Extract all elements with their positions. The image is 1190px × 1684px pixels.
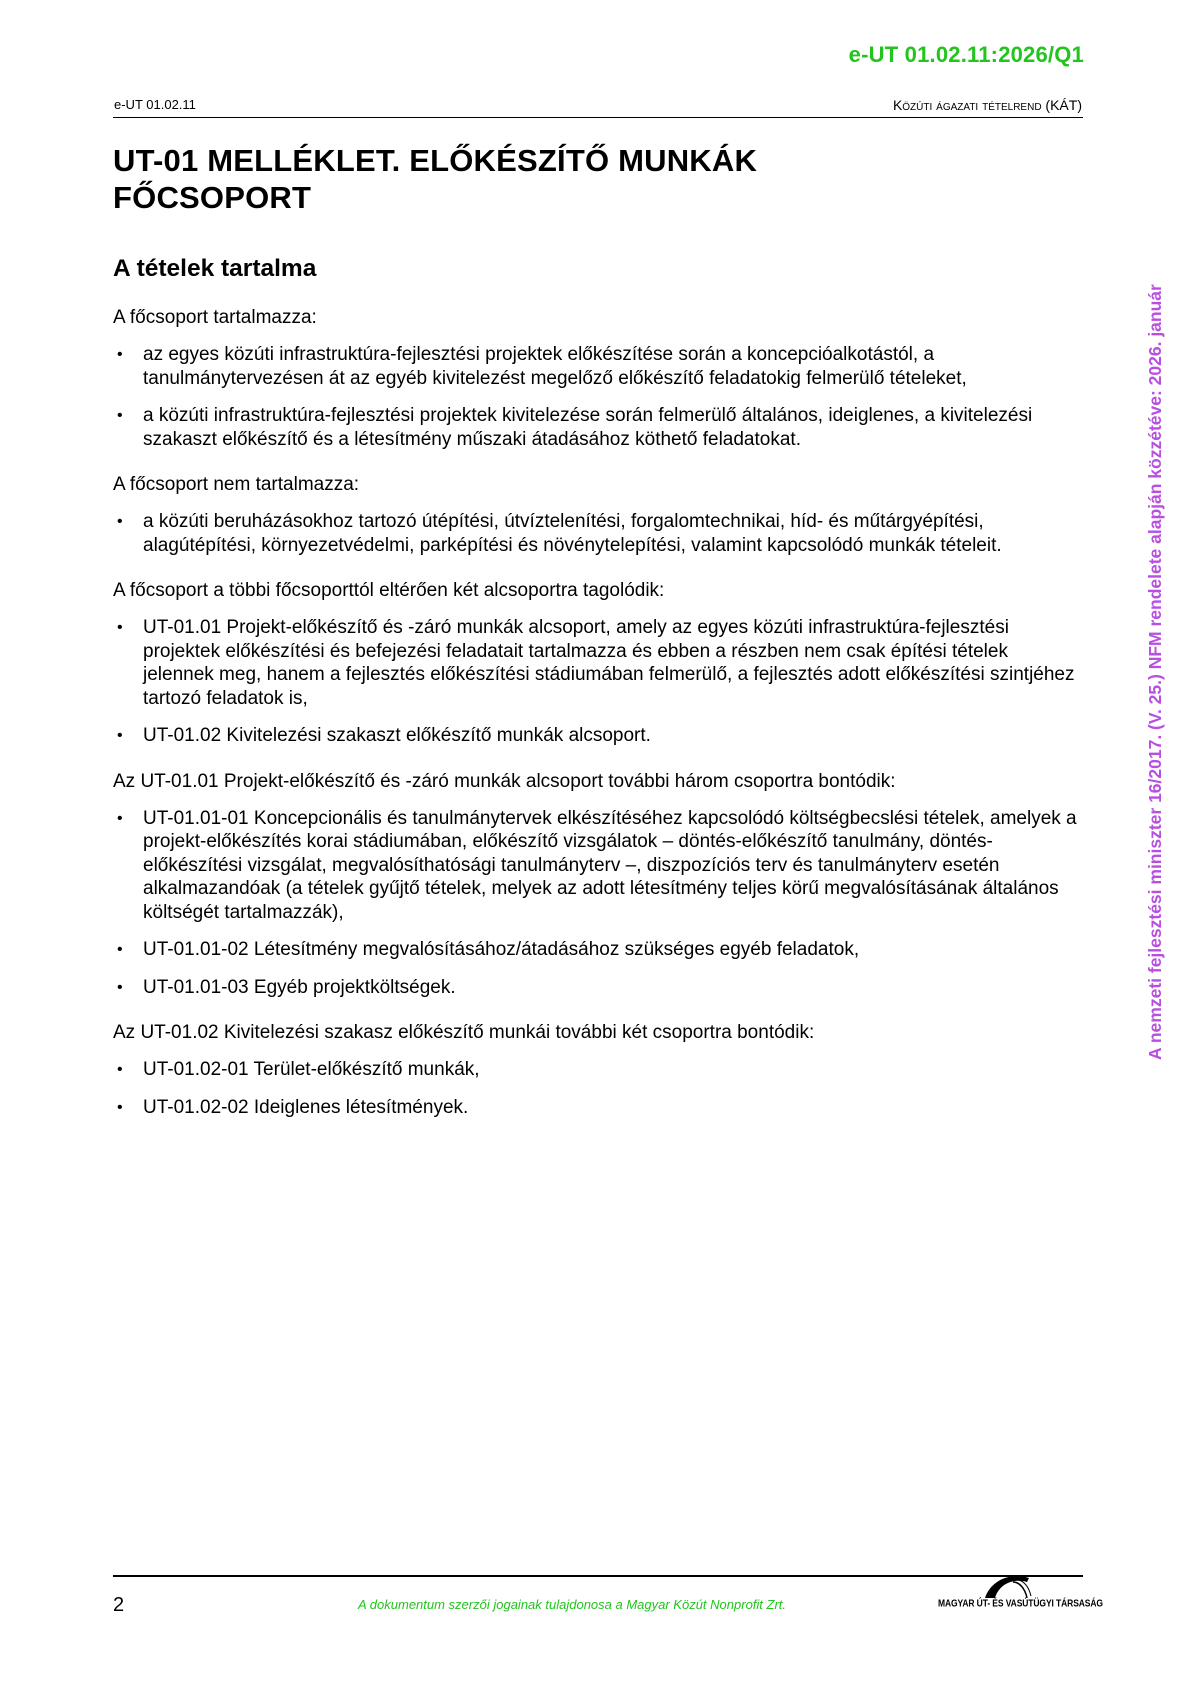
block-intro: A főcsoport tartalmazza: [113,307,317,328]
logo-text: MAGYAR ÚT- ÉS VASÚTÜGYI TÁRSASÁG [938,1597,1103,1609]
bullet-list [113,1058,1083,1119]
section-heading: A tételek tartalma [113,255,317,282]
list-item: • UT-01.01-02 Létesítmény megvalósításához/átadásához szükséges egyéb feladatok, [117,939,860,960]
list-item: • a közúti beruházásokhoz tartozó útépítési, útvíztelenítési, forgalomtechnikai, híd- és műtárgyépítési, alagútépítési, környezetvédelmi, parképítési és növénytelepítési, valamint kapcsolódó munkák tételeit. [117,511,1002,556]
page-title-line2: FŐCSOPORT [113,180,312,215]
document-code: e-UT 01.02.11:2026/Q1 [848,42,1084,67]
block-intro: A főcsoport nem tartalmazza: [113,474,360,495]
list-item: • UT-01.01-03 Egyéb projektköltségek. [117,976,456,998]
block-intro: Az UT-01.01 Projekt-előkészítő és -záró munkák alcsoport további három csoportra bontódik: [113,770,896,792]
running-header [113,96,1083,118]
bullet-icon: • [117,727,123,744]
list-item: • a közúti infrastruktúra-fejlesztési projektek kivitelezése során felmerülő általános, ideiglenes, a kivitelezési szakaszt előkészítő és a létesítmény műszaki átadásához köthető feladatokat. [117,405,1033,450]
bullet-icon: • [117,978,123,996]
bullet-icon: • [117,346,123,363]
page-title [113,142,1083,216]
bullet-list [113,343,1083,451]
bullet-list [113,510,1083,557]
block-intro: Az UT-01.02 Kivitelezési szakasz előkészítő munkái további két csoportra bontódik: [113,1022,815,1043]
list-item: • az egyes közúti infrastruktúra-fejlesztési projektek előkészítése során a koncepcióalkotástól, a tanulmánytervezésen át az egyéb kivitelezést megelőző előkészítő feladatokig felmerülő tételeket, [117,344,967,389]
bullet-icon: • [117,513,123,530]
list-item: • UT-01.01 Projekt-előkészítő és -záró munkák alcsoport, amely az egyes közúti infrastruktúra-fejlesztési projektek előkészítési és befejezési feladatait tartalmazza és ebben a részben nem csak építési tételek jelennek meg, hanem a fejlesztés előkészítési stádiumában felmerülő, a fejlesztés adott előkészítési szintjéhez tartozó feladatok is, [117,617,1075,709]
running-header-left: e-UT 01.02.11 [114,97,196,112]
list-item: • UT-01.01-01 Koncepcionális és tanulmánytervek elkészítéséhez kapcsolódó költségbecslési tételek, amelyek a projekt-előkészítés korai stádiumában, előkészítő vizsgálatok – döntés-előkészítő tanulmány, döntés-előkészítési vizsgálat, megvalósíthatósági tanulmányterv –, diszpozíciós terv és tanulmányterv esetén alkalmazandóak (a tételek gyűjtő tételek, melyek az adott létesítmény teljes körű megvalósításának általános költségét tartalmazzák), [117,807,1077,923]
running-header-right: Közúti ágazati tételrend (KÁT) [892,97,1082,113]
footer-copyright: A dokumentum szerzői jogainak tulajdonosa a Magyar Közút Nonprofit Zrt. [358,1597,787,1612]
bullet-icon: • [117,407,123,424]
bullet-icon: • [117,1061,123,1078]
bullet-icon: • [117,1098,123,1116]
page-title-line1: UT-01 MELLÉKLET. ELŐKÉSZÍTŐ MUNKÁK [113,143,758,178]
page-content [113,142,1083,1141]
bullet-icon: • [117,809,123,827]
bullet-icon: • [117,941,123,958]
road-arc-logo-icon [983,1572,1033,1600]
side-publication-note: A nemzeti fejlesztési miniszter 16/2017. (V. 25.) NFM rendelete alapján közzétéve: 2026. január [1145,284,1165,1060]
bullet-list [113,616,1083,748]
list-item: • UT-01.02-01 Terület-előkészítő munkák, [117,1059,480,1080]
bullet-icon: • [117,619,123,636]
page-number: 2 [113,1594,125,1616]
list-item: • UT-01.02-02 Ideiglenes létesítmények. [117,1096,469,1118]
list-item: • UT-01.02 Kivitelezési szakaszt előkészítő munkák alcsoport. [117,725,651,746]
bullet-list [113,807,1083,1000]
company-logo [938,1572,1103,1612]
block-intro: A főcsoport a többi főcsoporttól eltérően két alcsoportra tagolódik: [113,580,665,601]
